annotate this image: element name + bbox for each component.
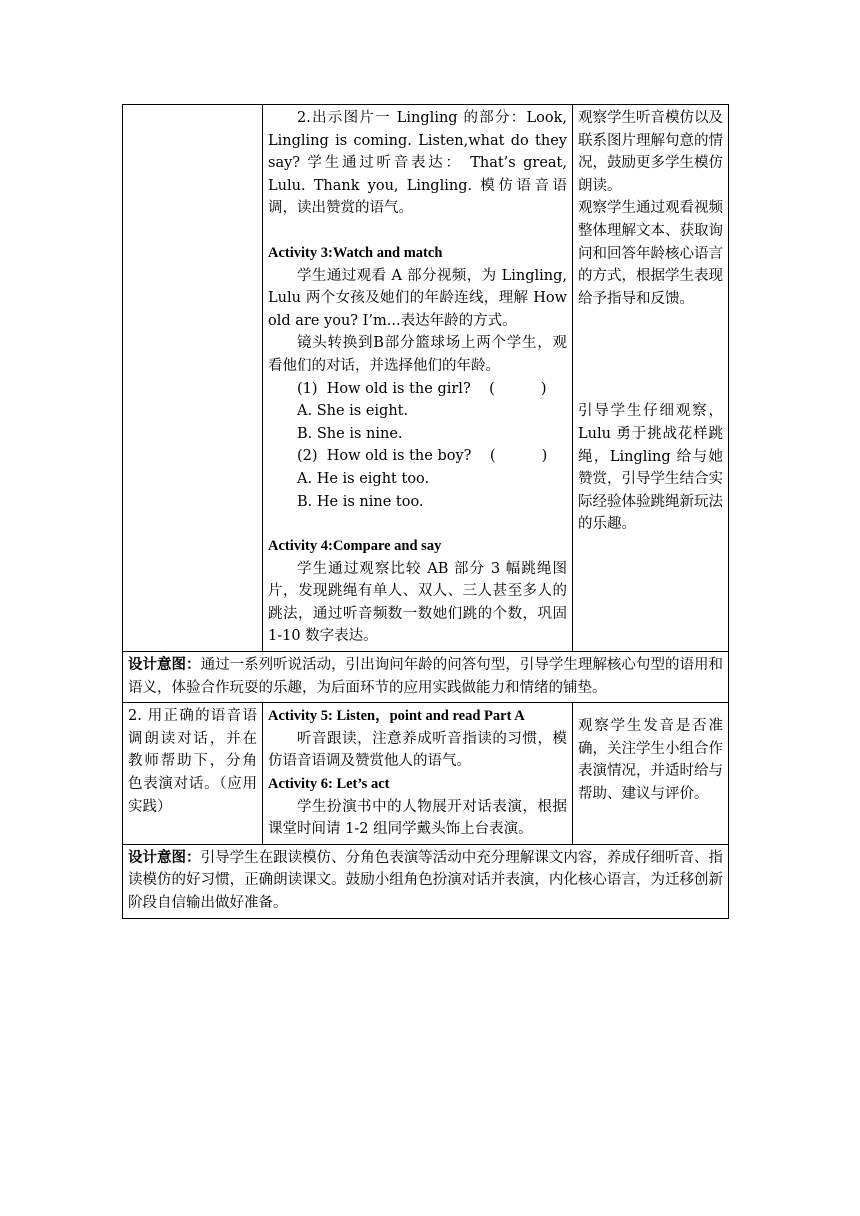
assessment-cell	[573, 105, 729, 652]
question-2: (2) How old is the boy? ( )	[297, 448, 548, 465]
activity5-title: Activity 5: Listen，point and read Part A	[268, 708, 525, 725]
question-1-option-a: A. She is eight.	[297, 403, 409, 420]
activity5-paragraph: 听音跟读，注意养成听音指读的习惯，模仿语音语调及赞赏他人的语气。	[268, 730, 567, 770]
lesson-plan-table	[122, 104, 729, 919]
activity4-title: Activity 4:Compare and say	[268, 538, 442, 555]
activity6-paragraph: 学生扮演书中的人物展开对话表演，根据课堂时间请 1-2 组同学戴头饰上台表演。	[268, 798, 567, 838]
table-row-activities	[123, 105, 729, 652]
assessment-note-1: 观察学生听音模仿以及联系图片理解句意的情况，鼓励更多学生模仿朗读。	[578, 110, 723, 194]
assessment-note-2: 观察学生通过观看视频整体理解文本、获取询问和回答年龄核心语言的方式，根据学生表现给予指导和反馈。	[578, 200, 723, 307]
assessment-cell-2: 观察学生发音是否准确，关注学生小组合作表演情况，并适时给与帮助、建议与评价。	[573, 703, 729, 845]
design-intent-1-label: 设计意图：	[128, 656, 201, 674]
design-intent-2	[123, 844, 729, 918]
question-2-option-b: B. He is nine too.	[297, 493, 424, 510]
activity6-title: Activity 6: Let’s act	[268, 776, 390, 793]
design-intent-2-text: 引导学生在跟读模仿、分角色表演等活动中充分理解课文内容，养成仔细听音、指读模仿的好习惯，正确朗读课文。鼓励小组角色扮演对话并表演，内化核心语言，为迁移创新阶段自信输出做好准备。	[128, 849, 723, 911]
question-1-option-b: B. She is nine.	[297, 425, 403, 442]
design-intent-2-label: 设计意图：	[128, 848, 201, 866]
table-row-practice	[123, 703, 729, 845]
design-intent-1-text: 通过一系列听说活动，引出询问年龄的问答句型，引导学生理解核心句型的语用和语义，体验合作玩耍的乐趣，为后面环节的应用实践做能力和情绪的铺垫。	[128, 657, 723, 696]
objective-cell-2: 2. 用正确的语音语调朗读对话，并在教师帮助下，分角色表演对话。（应用实践）	[123, 703, 263, 845]
activity-cell	[263, 105, 573, 652]
table-row-design-intent-2	[123, 844, 729, 918]
assessment-note-3: 引导学生仔细观察，Lulu 勇于挑战花样跳绳，Lingling 给与她赞赏，引导学生结合实际经验体验跳绳新玩法的乐趣。	[578, 403, 723, 533]
activity3-paragraph-1: 学生通过观看 A 部分视频，为 Lingling, Lulu 两个女孩及她们的年龄连线，理解 How old are you? I’m...表达年龄的方式。	[268, 267, 567, 329]
design-intent-1	[123, 652, 729, 703]
question-2-option-a: A. He is eight too.	[297, 470, 430, 487]
activity3-paragraph-2: 镜头转换到B部分篮球场上两个学生，观看他们的对话，并选择他们的年龄。	[268, 335, 567, 374]
activity-cell-2	[263, 703, 573, 845]
activity2-step2-text: 2.出示图片一 Lingling 的部分：Look, Lingling is coming. Listen,what do they say? 学生通过听音表达： That’s great, Lulu. Thank you, Lingling. 模仿语音语调，读出赞赏的语气。	[268, 110, 567, 217]
objective-cell-empty	[123, 105, 263, 652]
activity3-title: Activity 3:Watch and match	[268, 244, 443, 261]
question-1: (1) How old is the girl? ( )	[297, 380, 547, 397]
activity4-paragraph-1: 学生通过观察比较 AB 部分 3 幅跳绳图片，发现跳绳有单人、双人、三人甚至多人的跳法，通过听音频数一数她们跳的个数，巩固 1-10 数字表达。	[268, 560, 567, 645]
table-row-design-intent-1	[123, 652, 729, 703]
